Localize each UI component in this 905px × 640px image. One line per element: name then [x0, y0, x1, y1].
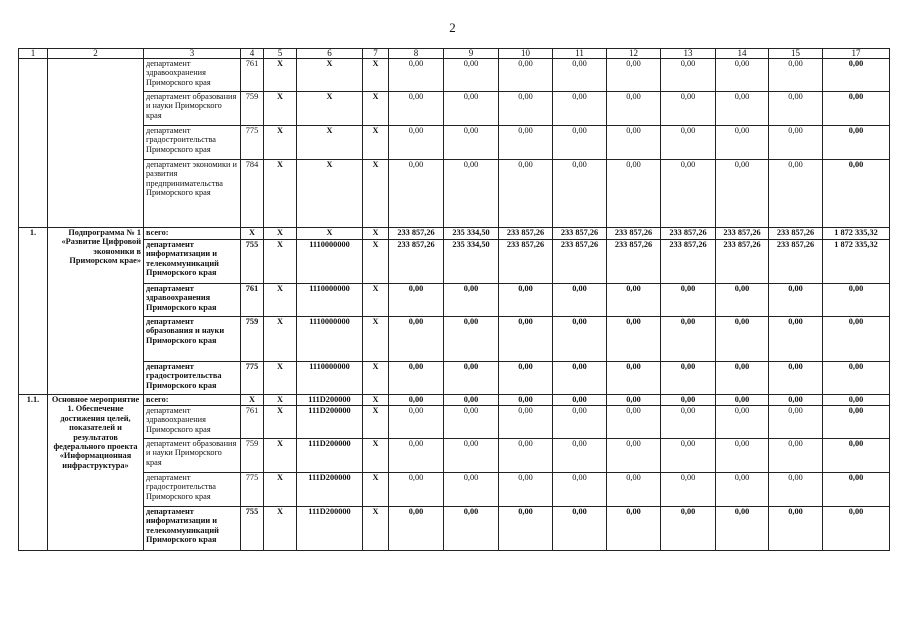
header-cell: 13 — [661, 49, 716, 59]
amount-cell: 0,00 — [716, 317, 769, 362]
table-row — [19, 507, 890, 551]
amount-cell: 0,00 — [389, 439, 444, 473]
header-cell: 11 — [553, 49, 607, 59]
amount-cell: 0,00 — [444, 439, 499, 473]
executor-cell: департамент здравоохранения Приморского края — [144, 284, 241, 317]
amount-cell: 0,00 — [769, 92, 823, 126]
section-code-cell: X — [264, 284, 297, 317]
amount-cell: 0,00 — [499, 439, 553, 473]
amount-cell: 0,00 — [499, 317, 553, 362]
amount-cell: 0,00 — [607, 406, 661, 439]
amount-cell: 0,00 — [553, 406, 607, 439]
amount-cell: 233 857,26 — [607, 240, 661, 284]
expense-type-cell: X — [363, 284, 389, 317]
section-code-cell: X — [264, 126, 297, 160]
target-article-cell: 111D200000 — [297, 439, 363, 473]
amount-cell: 0,00 — [823, 395, 890, 406]
amount-cell: 0,00 — [769, 406, 823, 439]
amount-cell: 0,00 — [607, 92, 661, 126]
amount-cell: 0,00 — [716, 59, 769, 92]
executor-cell: департамент градостроительства Приморского края — [144, 473, 241, 507]
amount-cell: 0,00 — [607, 395, 661, 406]
amount-cell: 233 857,26 — [769, 228, 823, 240]
amount-cell: 0,00 — [499, 362, 553, 395]
expense-type-cell: X — [363, 92, 389, 126]
amount-cell: 0,00 — [607, 126, 661, 160]
table-row — [19, 92, 890, 126]
amount-cell: 0,00 — [661, 406, 716, 439]
amount-cell: 0,00 — [607, 507, 661, 551]
amount-cell: 0,00 — [716, 507, 769, 551]
amount-cell: 233 857,26 — [661, 240, 716, 284]
amount-cell: 0,00 — [499, 473, 553, 507]
section-code-cell: X — [264, 317, 297, 362]
amount-cell: 0,00 — [716, 362, 769, 395]
program-name-cell: Основное мероприятие 1. Обеспечение достижения целей, показателей и результатов федерального проекта «Информационная инфраструктура» — [48, 395, 144, 551]
target-article-cell: X — [297, 228, 363, 240]
target-article-cell: 1110000000 — [297, 240, 363, 284]
grbs-code-cell: X — [241, 395, 264, 406]
header-cell: 17 — [823, 49, 890, 59]
expense-type-cell: X — [363, 126, 389, 160]
amount-cell: 0,00 — [553, 160, 607, 228]
target-article-cell: X — [297, 92, 363, 126]
expense-type-cell: X — [363, 406, 389, 439]
table-row — [19, 59, 890, 92]
section-code-cell: X — [264, 395, 297, 406]
table-row — [19, 395, 890, 406]
executor-cell: департамент градостроительства Приморского края — [144, 126, 241, 160]
header-cell: 1 — [19, 49, 48, 59]
amount-cell: 0,00 — [716, 284, 769, 317]
amount-cell: 0,00 — [716, 126, 769, 160]
grbs-code-cell: 761 — [241, 284, 264, 317]
section-code-cell: X — [264, 439, 297, 473]
amount-cell: 235 334,50 — [444, 240, 499, 284]
table-row — [19, 439, 890, 473]
header-cell: 8 — [389, 49, 444, 59]
section-code-cell: X — [264, 406, 297, 439]
amount-cell: 0,00 — [389, 92, 444, 126]
amount-cell: 0,00 — [444, 160, 499, 228]
grbs-code-cell: 755 — [241, 240, 264, 284]
grbs-code-cell: 759 — [241, 92, 264, 126]
amount-cell: 0,00 — [607, 284, 661, 317]
amount-cell: 0,00 — [661, 59, 716, 92]
executor-cell: всего: — [144, 228, 241, 240]
amount-cell: 0,00 — [389, 59, 444, 92]
amount-cell: 0,00 — [607, 473, 661, 507]
executor-cell: департамент здравоохранения Приморского края — [144, 59, 241, 92]
section-code-cell: X — [264, 92, 297, 126]
section-code-cell: X — [264, 362, 297, 395]
amount-cell: 0,00 — [553, 59, 607, 92]
page-number: 2 — [449, 20, 456, 35]
amount-cell: 0,00 — [389, 160, 444, 228]
amount-cell: 233 857,26 — [769, 240, 823, 284]
table-row — [19, 160, 890, 228]
amount-cell: 0,00 — [389, 284, 444, 317]
header-cell: 12 — [607, 49, 661, 59]
amount-cell: 0,00 — [769, 439, 823, 473]
amount-cell: 233 857,26 — [499, 228, 553, 240]
executor-cell: департамент информатизации и телекоммуникаций Приморского края — [144, 240, 241, 284]
amount-cell: 0,00 — [499, 92, 553, 126]
amount-cell: 0,00 — [769, 507, 823, 551]
amount-cell: 0,00 — [716, 92, 769, 126]
amount-cell: 0,00 — [823, 473, 890, 507]
table-row — [19, 317, 890, 362]
amount-cell: 233 857,26 — [607, 228, 661, 240]
expense-type-cell: X — [363, 228, 389, 240]
amount-cell: 0,00 — [444, 126, 499, 160]
executor-cell: департамент здравоохранения Приморского края — [144, 406, 241, 439]
amount-cell: 0,00 — [553, 362, 607, 395]
header-cell: 15 — [769, 49, 823, 59]
amount-cell: 0,00 — [769, 160, 823, 228]
amount-cell: 0,00 — [823, 284, 890, 317]
amount-cell: 0,00 — [444, 284, 499, 317]
amount-cell: 0,00 — [661, 92, 716, 126]
header-row — [19, 49, 890, 59]
executor-cell: департамент образования и науки Приморского края — [144, 439, 241, 473]
expense-type-cell: X — [363, 439, 389, 473]
amount-cell: 0,00 — [823, 507, 890, 551]
section-code-cell: X — [264, 240, 297, 284]
amount-cell: 0,00 — [607, 160, 661, 228]
amount-cell: 0,00 — [553, 473, 607, 507]
amount-cell: 233 857,26 — [661, 228, 716, 240]
section-code-cell: X — [264, 507, 297, 551]
amount-cell: 0,00 — [444, 395, 499, 406]
amount-cell: 235 334,50 — [444, 228, 499, 240]
grbs-code-cell: 755 — [241, 507, 264, 551]
amount-cell: 0,00 — [607, 317, 661, 362]
amount-cell: 0,00 — [389, 395, 444, 406]
amount-cell: 0,00 — [769, 317, 823, 362]
amount-cell: 0,00 — [716, 473, 769, 507]
amount-cell: 0,00 — [661, 362, 716, 395]
amount-cell: 0,00 — [769, 59, 823, 92]
amount-cell: 0,00 — [444, 59, 499, 92]
amount-cell: 0,00 — [499, 284, 553, 317]
amount-cell: 0,00 — [607, 439, 661, 473]
amount-cell: 233 857,26 — [716, 228, 769, 240]
header-cell: 14 — [716, 49, 769, 59]
amount-cell: 0,00 — [444, 317, 499, 362]
amount-cell: 0,00 — [823, 59, 890, 92]
grbs-code-cell: 761 — [241, 406, 264, 439]
amount-cell: 0,00 — [661, 126, 716, 160]
table-row — [19, 284, 890, 317]
grbs-code-cell: 759 — [241, 317, 264, 362]
amount-cell: 0,00 — [499, 406, 553, 439]
amount-cell: 0,00 — [769, 362, 823, 395]
amount-cell: 0,00 — [823, 362, 890, 395]
amount-cell: 0,00 — [661, 317, 716, 362]
amount-cell: 233 857,26 — [389, 228, 444, 240]
table-row — [19, 362, 890, 395]
section-code-cell: X — [264, 473, 297, 507]
table-row — [19, 228, 890, 240]
amount-cell: 1 872 335,32 — [823, 240, 890, 284]
amount-cell: 0,00 — [823, 317, 890, 362]
expense-type-cell: X — [363, 160, 389, 228]
amount-cell: 0,00 — [553, 395, 607, 406]
amount-cell: 1 872 335,32 — [823, 228, 890, 240]
amount-cell: 0,00 — [716, 395, 769, 406]
target-article-cell: 111D200000 — [297, 507, 363, 551]
executor-cell: департамент градостроительства Приморского края — [144, 362, 241, 395]
grbs-code-cell: 784 — [241, 160, 264, 228]
amount-cell: 0,00 — [553, 507, 607, 551]
amount-cell: 0,00 — [499, 126, 553, 160]
amount-cell: 0,00 — [661, 160, 716, 228]
executor-cell: всего: — [144, 395, 241, 406]
row-number-cell: 1. — [19, 228, 48, 395]
row-number-cell — [19, 59, 48, 228]
amount-cell: 0,00 — [823, 92, 890, 126]
program-name-cell: Подпрограмма № 1 «Развитие Цифровой экономики в Приморском крае» — [48, 228, 144, 395]
amount-cell: 0,00 — [661, 507, 716, 551]
target-article-cell: X — [297, 126, 363, 160]
target-article-cell: 111D200000 — [297, 395, 363, 406]
amount-cell: 0,00 — [444, 507, 499, 551]
target-article-cell: 1110000000 — [297, 317, 363, 362]
amount-cell: 0,00 — [716, 439, 769, 473]
header-cell: 7 — [363, 49, 389, 59]
amount-cell: 0,00 — [389, 406, 444, 439]
amount-cell: 0,00 — [499, 59, 553, 92]
expense-type-cell: X — [363, 362, 389, 395]
amount-cell: 0,00 — [389, 317, 444, 362]
executor-cell: департамент образования и науки Приморского края — [144, 92, 241, 126]
amount-cell: 0,00 — [553, 317, 607, 362]
amount-cell: 0,00 — [499, 395, 553, 406]
amount-cell: 233 857,26 — [499, 240, 553, 284]
amount-cell: 0,00 — [823, 406, 890, 439]
amount-cell: 0,00 — [553, 439, 607, 473]
amount-cell: 233 857,26 — [553, 240, 607, 284]
amount-cell: 0,00 — [661, 284, 716, 317]
grbs-code-cell: 775 — [241, 362, 264, 395]
amount-cell: 0,00 — [661, 395, 716, 406]
executor-cell: департамент экономики и развития предпринимательства Приморского края — [144, 160, 241, 228]
amount-cell: 0,00 — [769, 473, 823, 507]
amount-cell: 0,00 — [499, 160, 553, 228]
amount-cell: 0,00 — [444, 473, 499, 507]
grbs-code-cell: 775 — [241, 126, 264, 160]
amount-cell: 0,00 — [716, 160, 769, 228]
budget-table — [18, 48, 890, 551]
amount-cell: 0,00 — [444, 406, 499, 439]
amount-cell: 0,00 — [661, 439, 716, 473]
target-article-cell: 111D200000 — [297, 473, 363, 507]
header-cell: 10 — [499, 49, 553, 59]
header-cell: 9 — [444, 49, 499, 59]
header-cell: 4 — [241, 49, 264, 59]
header-cell: 5 — [264, 49, 297, 59]
amount-cell: 0,00 — [553, 92, 607, 126]
target-article-cell: 111D200000 — [297, 406, 363, 439]
target-article-cell: 1110000000 — [297, 362, 363, 395]
amount-cell: 233 857,26 — [553, 228, 607, 240]
header-cell: 2 — [48, 49, 144, 59]
amount-cell: 233 857,26 — [389, 240, 444, 284]
expense-type-cell: X — [363, 473, 389, 507]
row-number-cell: 1.1. — [19, 395, 48, 551]
amount-cell: 0,00 — [444, 362, 499, 395]
amount-cell: 0,00 — [499, 507, 553, 551]
table-row — [19, 126, 890, 160]
expense-type-cell: X — [363, 59, 389, 92]
amount-cell: 0,00 — [607, 362, 661, 395]
amount-cell: 0,00 — [607, 59, 661, 92]
amount-cell: 0,00 — [716, 406, 769, 439]
grbs-code-cell: 775 — [241, 473, 264, 507]
header-cell: 6 — [297, 49, 363, 59]
amount-cell: 0,00 — [823, 126, 890, 160]
amount-cell: 0,00 — [553, 284, 607, 317]
amount-cell: 0,00 — [389, 126, 444, 160]
section-code-cell: X — [264, 59, 297, 92]
executor-cell: департамент образования и науки Приморского края — [144, 317, 241, 362]
amount-cell: 0,00 — [389, 507, 444, 551]
expense-type-cell: X — [363, 317, 389, 362]
amount-cell: 0,00 — [823, 439, 890, 473]
grbs-code-cell: 759 — [241, 439, 264, 473]
amount-cell: 0,00 — [444, 92, 499, 126]
amount-cell: 0,00 — [823, 160, 890, 228]
amount-cell: 0,00 — [389, 362, 444, 395]
table-row — [19, 406, 890, 439]
amount-cell: 233 857,26 — [716, 240, 769, 284]
amount-cell: 0,00 — [553, 126, 607, 160]
amount-cell: 0,00 — [769, 126, 823, 160]
executor-cell: департамент информатизации и телекоммуникаций Приморского края — [144, 507, 241, 551]
target-article-cell: X — [297, 59, 363, 92]
table-row — [19, 473, 890, 507]
table-row — [19, 240, 890, 284]
amount-cell: 0,00 — [389, 473, 444, 507]
section-code-cell: X — [264, 228, 297, 240]
target-article-cell: X — [297, 160, 363, 228]
target-article-cell: 1110000000 — [297, 284, 363, 317]
grbs-code-cell: 761 — [241, 59, 264, 92]
expense-type-cell: X — [363, 395, 389, 406]
grbs-code-cell: X — [241, 228, 264, 240]
program-name-cell — [48, 59, 144, 228]
expense-type-cell: X — [363, 507, 389, 551]
header-cell: 3 — [144, 49, 241, 59]
amount-cell: 0,00 — [769, 395, 823, 406]
expense-type-cell: X — [363, 240, 389, 284]
amount-cell: 0,00 — [661, 473, 716, 507]
amount-cell: 0,00 — [769, 284, 823, 317]
section-code-cell: X — [264, 160, 297, 228]
